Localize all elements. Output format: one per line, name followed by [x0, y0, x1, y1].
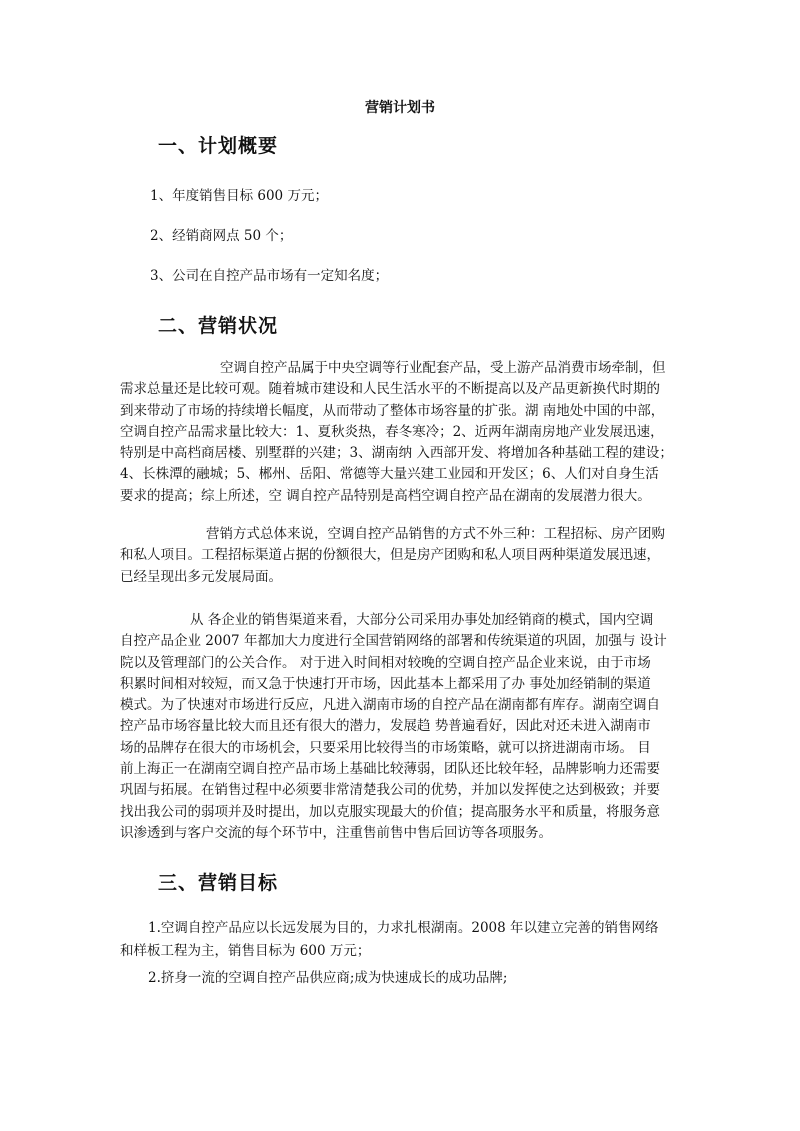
- document-title: 营销计划书: [365, 100, 435, 116]
- section-heading-plan-summary: 一、计划概要: [158, 135, 279, 157]
- plan-item-dealer-outlets: 2、经销商网点 50 个；: [150, 228, 293, 244]
- paragraph-sales-methods: [120, 524, 680, 588]
- paragraph-line: 巩固与拓展。在销售过程中必须要非常清楚我公司的优势，并加以发挥使之达到极致；并要: [120, 782, 660, 799]
- paragraph-line: 4、长株潭的融城；5、郴州、岳阳、常德等大量兴建工业园和开发区；6、人们对自身生活: [120, 466, 659, 483]
- paragraph-line: 要求的提高；综上所述，空 调自控产品特别是高档空调自控产品在湖南的发展潜力很大。: [120, 487, 651, 504]
- goal-item-long-term: [120, 917, 680, 963]
- plan-item-sales-target: 1、年度销售目标 600 万元；: [150, 188, 328, 204]
- paragraph-line: 营销方式总体来说，空调自控产品销售的方式不外三种：工程招标、房产团购: [206, 526, 665, 542]
- paragraph-line: 空调自控产品需求量比较大：1、夏秋炎热，春冬寒冷；2、近两年湖南房地产业发展迅速，: [120, 423, 664, 440]
- paragraph-line: 识渗透到与客户交流的每个环节中，注重售前售中售后回访等各项服务。: [120, 824, 552, 841]
- paragraph-line: 需求总量还是比较可观。随着城市建设和人民生活水平的不断提高以及产品更新换代时期的: [120, 381, 660, 398]
- paragraph-market-demand: [120, 358, 680, 507]
- goal-line: 和样板工程为主，销售目标为 600 万元；: [120, 943, 371, 959]
- section-heading-marketing-status: 二、营销状况: [158, 315, 279, 337]
- paragraph-line: 找出我公司的弱项并及时提出，加以克服实现最大的价值；提高服务水平和质量，将服务意: [120, 803, 660, 820]
- goal-item-top-supplier: [120, 967, 680, 990]
- paragraph-line: 控产品市场容量比较大而且还有很大的潜力，发展趋 势普遍看好，因此对还未进入湖南市: [120, 718, 651, 735]
- paragraph-line: 场的品牌存在很大的市场机会，只要采用比较得当的市场策略，就可以挤进湖南市场。 目: [120, 739, 651, 756]
- paragraph-line: 积累时间相对较短，而又急于快速打开市场，因此基本上都采用了办 事处加经销制的渠道: [120, 675, 651, 692]
- paragraph-line: 特别是中高档商居楼、别墅群的兴建；3、湖南纳 入西部开发、将增加各种基础工程的建设；: [120, 445, 673, 462]
- paragraph-line: 和私人项目。工程招标渠道占据的份额很大，但是房产团购和私人项目两种渠道发展迅速，: [120, 547, 660, 564]
- plan-item-brand-awareness: 3、公司在自控产品市场有一定知名度；: [150, 268, 389, 284]
- paragraph-line: 已经呈现出多元发展局面。: [120, 568, 282, 585]
- paragraph-line: 从 各企业的销售渠道来看，大部分公司采用办事处加经销商的模式，国内空调: [190, 612, 654, 628]
- paragraph-line: 空调自控产品属于中央空调等行业配套产品，受上游产品消费市场牵制，但: [220, 360, 666, 376]
- goal-line: 2.挤身一流的空调自控产品供应商;成为快速成长的成功品牌;: [148, 970, 508, 986]
- paragraph-line: 院以及管理部门的公关合作。 对于进入时间相对较晚的空调自控产品企业来说，由于市场: [120, 654, 651, 671]
- paragraph-sales-channels: [120, 610, 680, 844]
- paragraph-line: 模式。为了快速对市场进行反应，凡进入湖南市场的自控产品在湖南都有库存。湖南空调自: [120, 697, 660, 714]
- paragraph-line: 前上海正一在湖南空调自控产品市场上基础比较薄弱，团队还比较年轻，品牌影响力还需要: [120, 761, 660, 778]
- goal-line: 1.空调自控产品应以长远发展为目的，力求扎根湖南。2008 年以建立完善的销售网络: [148, 920, 659, 936]
- paragraph-line: 到来带动了市场的持续增长幅度，从而带动了整体市场容量的扩张。湖 南地处中国的中部，: [120, 402, 665, 419]
- section-heading-marketing-goals: 三、营销目标: [158, 872, 279, 894]
- paragraph-line: 自控产品企业 2007 年都加大力度进行全国营销网络的部署和传统渠道的巩固，加强与 设计: [120, 633, 667, 650]
